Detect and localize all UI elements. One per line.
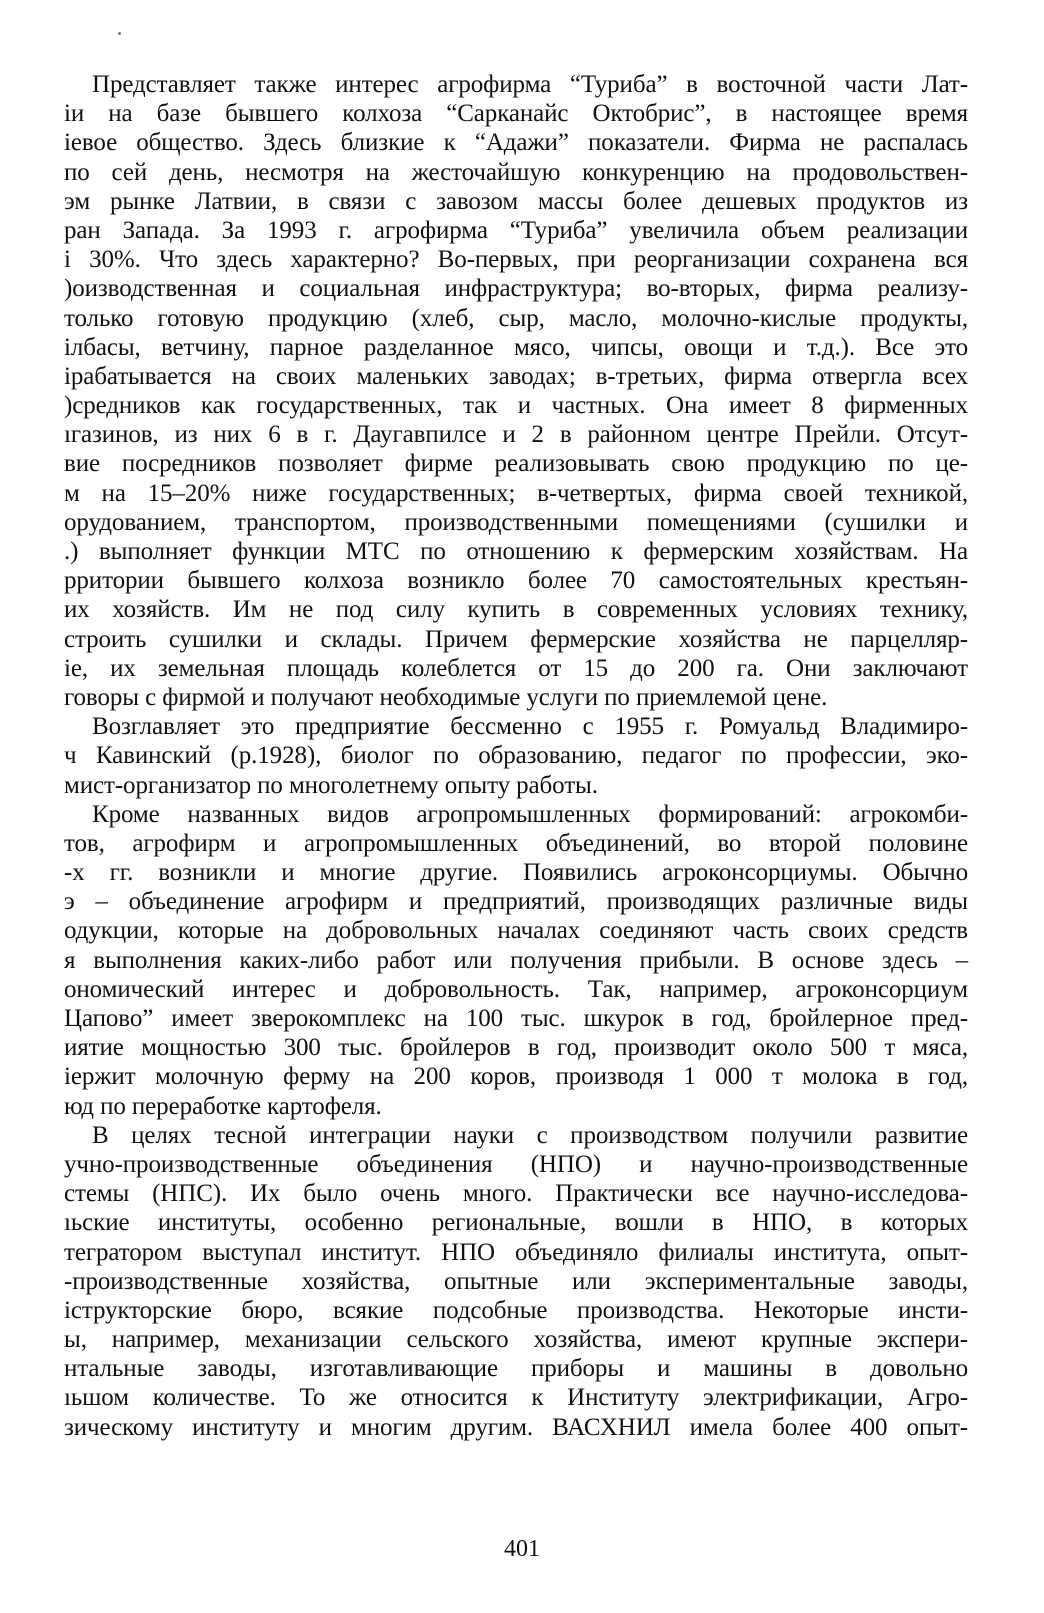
text-line: по сей день, несмотря на жесточайшую конкуренцию на продовольствен- xyxy=(64,158,968,186)
text-line: тов, агрофирм и агропромышленных объединений, во второй половине xyxy=(64,829,968,857)
text-line: орудованием, транспортом, производственными помещениями (сушилки и xyxy=(64,508,968,536)
text-line: іи на базе бывшего колхоза “Сарканайс Октобрис”, в настоящее время xyxy=(64,100,968,128)
scan-speck xyxy=(118,32,121,35)
text-line: эм рынке Латвии, в связи с завозом массы более дешевых продуктов из xyxy=(64,187,968,215)
text-line: іструкторские бюро, всякие подсобные производства. Некоторые инсти- xyxy=(64,1296,968,1324)
text-line: одукции, которые на добровольных началах соединяют часть своих средств xyxy=(64,917,968,945)
text-line: рритории бывшего колхоза возникло более 70 самостоятельных крестьян- xyxy=(64,567,968,595)
text-line: стемы (НПС). Их было очень много. Практически все научно-исследова- xyxy=(64,1180,968,1208)
page-number: 401 xyxy=(504,1536,540,1562)
text-line: )средников как государственных, так и частных. Она имеет 8 фирменных xyxy=(64,392,968,420)
text-line: нтальные заводы, изготавливающие приборы и машины в довольно xyxy=(64,1355,968,1383)
text-line: учно-производственные объединения (НПО) и научно-производственные xyxy=(64,1150,968,1178)
body-text xyxy=(64,70,968,1442)
text-line: э – объединение агрофирм и предприятий, производящих различные виды xyxy=(64,888,968,916)
text-line: юд по переработке картофеля. xyxy=(64,1092,382,1120)
text-line: іержит молочную ферму на 200 коров, производя 1 000 т молока в год, xyxy=(64,1063,968,1091)
text-line: ономический интерес и добровольность. Так, например, агроконсорциум xyxy=(64,975,968,1003)
text-line: Представляет также интерес агрофирма “Туриба” в восточной части Лат- xyxy=(92,71,968,98)
text-line: м на 15–20% ниже государственных; в-четвертых, фирма своей техникой, xyxy=(64,479,968,507)
text-line: -х гг. возникли и многие другие. Появились агроконсорциумы. Обычно xyxy=(64,859,968,887)
text-line: я выполнения каких-либо работ или получения прибыли. В основе здесь – xyxy=(64,946,968,974)
text-line: Цапово” имеет зверокомплекс на 100 тыс. шкурок в год, бройлерное пред- xyxy=(64,1005,968,1032)
text-line: ы, например, механизации сельского хозяйства, имеют крупные экспери- xyxy=(64,1326,968,1354)
text-line: ч Кавинский (р.1928), биолог по образованию, педагог по профессии, эко- xyxy=(64,742,968,770)
text-line: мист-организатор по многолетнему опыту работы. xyxy=(64,771,598,799)
text-line: ілбасы, ветчину, парное разделанное мясо, чипсы, овощи и т.д.). Все это xyxy=(64,333,968,361)
text-line: зическому институту и многим другим. ВАСХНИЛ имела более 400 опыт- xyxy=(64,1413,968,1441)
text-line: .) выполняет функции МТС по отношению к фермерским хозяйствам. На xyxy=(64,538,968,565)
text-line: В целях тесной интеграции науки с производством получили развитие xyxy=(92,1121,968,1149)
text-line: теграторoм выступал институт. НПО объединяло филиалы института, опыт- xyxy=(64,1238,968,1266)
text-line: Возглавляет это предприятие бессменно с 1955 г. Ромуальд Владимиро- xyxy=(92,713,968,741)
text-line: ран Запада. За 1993 г. агрофирма “Туриба” увеличила объем реализации xyxy=(64,216,968,244)
text-line: ıгазинов, из них 6 в г. Даугавпилсе и 2 в районном центре Прейли. Отсут- xyxy=(64,421,968,449)
text-line: строить сушилки и склады. Причем фермерские хозяйства не парцелляр- xyxy=(64,625,968,653)
text-line: -производственные хозяйства, опытные или экспериментальные заводы, xyxy=(64,1267,968,1295)
text-line: их хозяйств. Им не под силу купить в современных условиях технику, xyxy=(64,596,968,624)
text-line: ıьшом количестве. То же относится к Институту электрификации, Агро- xyxy=(64,1384,968,1412)
text-line: і 30%. Что здесь характерно? Во-первых, при реорганизации сохранена вся xyxy=(64,246,968,274)
text-line: )оизводственная и социальная инфраструктура; во-вторых, фирма реализу- xyxy=(64,275,968,303)
text-line: іевое общество. Здесь близкие к “Адажи” показатели. Фирма не распалась xyxy=(64,129,968,157)
text-line: ірабатывается на своих маленьких заводах; в-третьих, фирма отвергла всех xyxy=(64,362,968,390)
text-line: іе, их земельная площадь колеблется от 15 до 200 га. Они заключают xyxy=(64,654,968,682)
text-line: вие посредников позволяет фирме реализовывать свою продукцию по це- xyxy=(64,450,968,478)
text-line: только готовую продукцию (хлеб, сыр, масло, молочно-кислые продукты, xyxy=(64,304,968,332)
text-line: говоры с фирмой и получают необходимые услуги по приемлемой цене. xyxy=(64,683,828,711)
text-line: ıьские институты, особенно региональные, вошли в НПО, в которых xyxy=(64,1209,968,1237)
text-line: Кроме названных видов агропромышленных формирований: агрокомби- xyxy=(92,800,968,828)
text-line: иятие мощностью 300 тыс. бройлеров в год, производит около 500 т мяса, xyxy=(64,1034,968,1062)
